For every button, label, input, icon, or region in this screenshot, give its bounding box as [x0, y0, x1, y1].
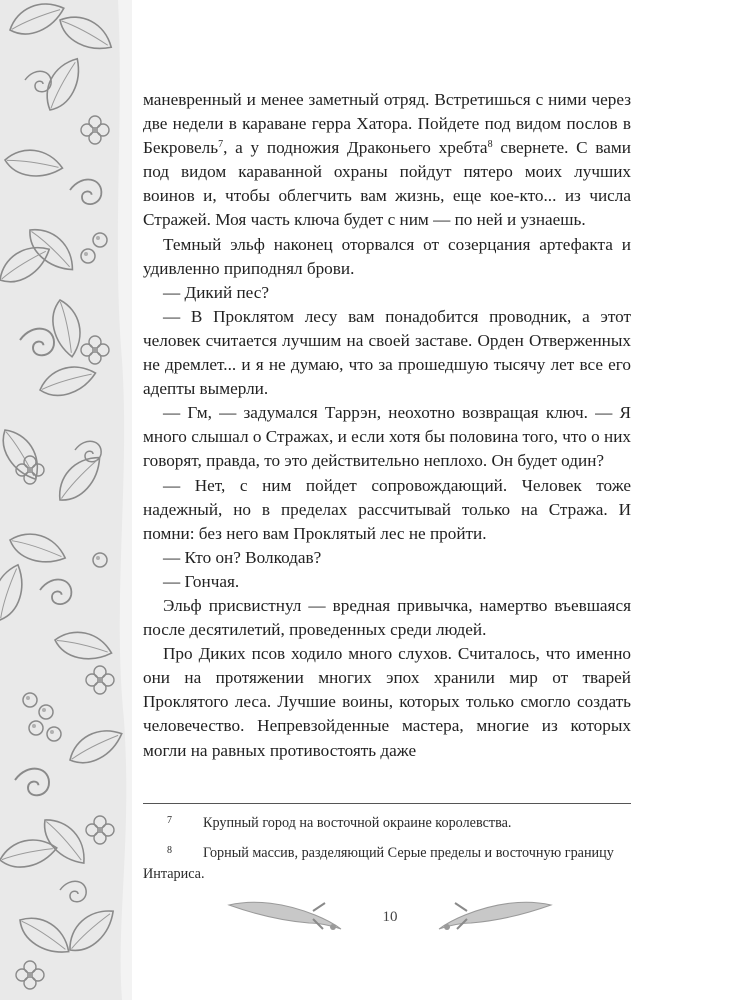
footnote-8: [143, 843, 631, 885]
footnote-number: 8: [167, 845, 172, 856]
paragraph: — Гончая.: [163, 571, 240, 591]
dagger-right-ornament: [435, 885, 555, 945]
footnote-ref[interactable]: 7: [218, 139, 224, 151]
paragraph: — В Проклятом лесу вам понадобится проводник, а этот человек считается лучшим на своей заставе. Орден Отверженных не дремлет... и я не думаю, что за прошедшую тысячу лет все его адепты вымерли.: [143, 306, 631, 399]
footnote-divider: [143, 803, 631, 804]
paragraph: — Нет, с ним пойдет сопровождающий. Человек тоже надежный, но в пределах рассчитывай только на Стража. И помни: без него вам Проклятый лес не пройти.: [143, 475, 631, 543]
floral-border-ornament: [0, 0, 132, 1000]
paragraph: — Дикий пес?: [163, 282, 269, 302]
footnote-text: Крупный город на восточной окраине королевства.: [203, 815, 512, 831]
paragraph: Эльф присвистнул — вредная привычка, намертво въевшаяся после десятилетий, проведенных среди людей.: [143, 595, 631, 640]
paragraph: маневренный и менее заметный отряд. Встретишься с ними через две недели в караване герра Хатора. Пойдете под видом послов в Бекровель$^7$, а у подножия Драконьего хребта$^8$ свернете. С вами под видом караванной охраны пойдут пятеро моих лучших воинов и, чтобы облегчить вам жизнь, еще кое-кто... из числа Стражей. Моя часть ключа будет с ним — по ней и узнаешь.: [143, 90, 631, 230]
paragraph: Про Диких псов ходило много слухов. Считалось, что именно они на протяжении многих эпох хранили мир от тварей Проклятого леса. Лучшие воины, которых только смогло создать человечество. Непревзойденные мастера, многие из которых могли на равных противостоять даже: [143, 644, 631, 760]
footnote-text: Горный массив, разделяющий Серые пределы и восточную границу Интариса.: [143, 845, 614, 882]
main-text: [143, 88, 631, 763]
footnote-number: 7: [167, 815, 172, 826]
paragraph: Темный эльф наконец оторвался от созерцания артефакта и удивленно приподнял брови.: [143, 234, 631, 278]
paragraph: — Гм, — задумался Таррэн, неохотно возвращая ключ. — Я много слышал о Стражах, и если хотя бы половина того, что о них говорят, правда, то это действительно неплохо. Он будет один?: [143, 403, 631, 471]
footnotes: [143, 813, 631, 894]
paragraph: — Кто он? Волкодав?: [163, 547, 322, 567]
page-footer: [225, 885, 555, 945]
page-number: 10: [382, 909, 398, 925]
footnote-7: [143, 813, 631, 834]
footnote-ref[interactable]: 8: [487, 139, 493, 151]
